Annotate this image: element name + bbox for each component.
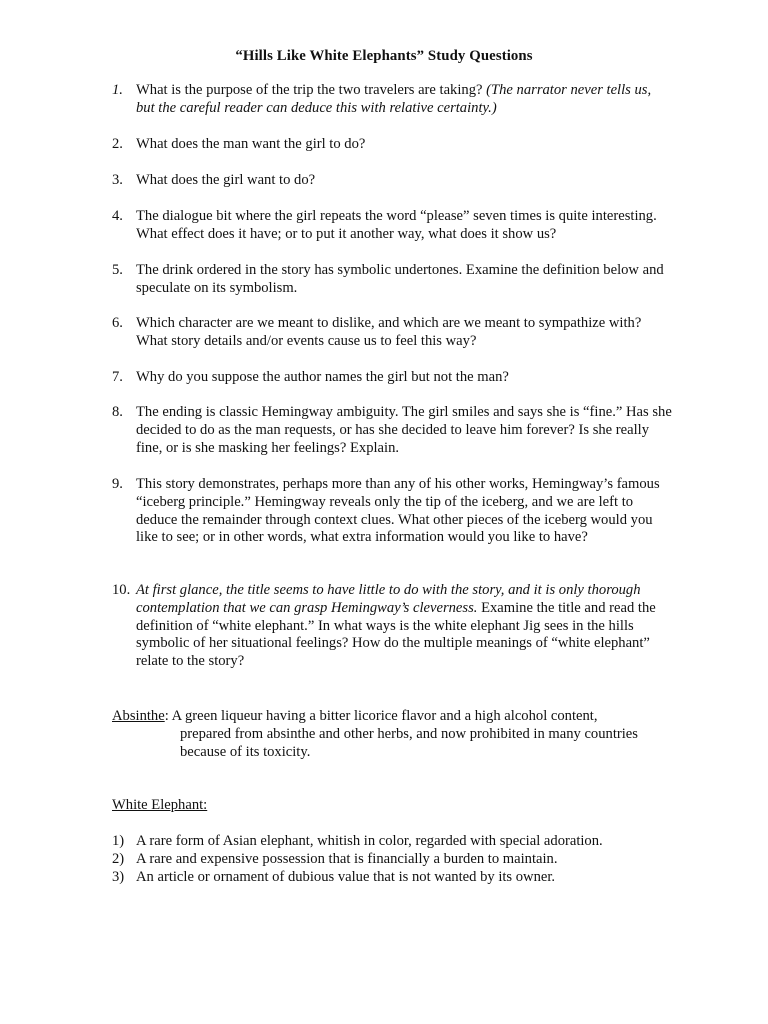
question-text: The dialogue bit where the girl repeats the word “please” seven times is quite interesting. What effect does it have; or to put it another way, what does it show us?: [136, 208, 657, 242]
question-10: [112, 582, 672, 671]
list-item-text: A rare form of Asian elephant, whitish in color, regarded with special adoration.: [136, 833, 603, 849]
question-text: Which character are we meant to dislike, and which are we meant to sympathize with? What story details and/or events cause us to feel this way?: [136, 315, 642, 349]
list-item: [112, 869, 672, 887]
question-body: [136, 582, 672, 671]
list-item-number: 3): [112, 868, 125, 885]
list-item-text: An article or ornament of dubious value that is not wanted by its owner.: [136, 868, 556, 885]
question-3: [112, 172, 672, 190]
definition-line-3: because of its toxicity.: [180, 743, 311, 760]
white-elephant-heading: [112, 797, 207, 815]
question-lead: At first glance, the title seems to have little to do with the story, and it is only thorough contemplation that we can grasp Hemingway’s cleverness.: [136, 582, 641, 616]
absinthe-definition: [112, 708, 672, 761]
question-2: [112, 136, 672, 154]
question-4: [112, 208, 672, 244]
page-title: “Hills Like White Elephants” Study Questions: [235, 48, 533, 64]
question-number: 4.: [112, 208, 123, 224]
question-number: 6.: [112, 315, 123, 331]
question-text: Examine the title and read the definition of “white elephant.” In what ways is the white elephant Jig sees in the hills symbolic of her situational feelings? How do the multiple meanings of “white elephant” relate to the story?: [136, 599, 656, 670]
question-text: The drink ordered in the story has symbolic undertones. Examine the definition below and speculate on its symbolism.: [136, 262, 664, 296]
question-number: 7.: [112, 369, 123, 385]
definition-term: White Elephant:: [112, 797, 208, 813]
list-item-number: 2): [112, 850, 125, 867]
question-number: 10.: [112, 582, 131, 598]
definition-term: Absinthe: [112, 708, 165, 724]
question-number: 3.: [112, 172, 123, 188]
question-text: This story demonstrates, perhaps more than any of his other works, Hemingway’s famous “iceberg principle.” Hemingway reveals only the tip of the iceberg, and we are left to deduce the remainder through context clues. What other pieces of the iceberg would you like to see; or in other words, what extra information would you like to have?: [136, 476, 660, 546]
definition-line-1: [112, 708, 672, 726]
definition-line-2: prepared from absinthe and other herbs, and now prohibited in many countries: [180, 725, 638, 742]
list-item-text: A rare and expensive possession that is financially a burden to maintain.: [136, 850, 558, 867]
list-item: [112, 851, 672, 869]
question-number: 9.: [112, 476, 123, 492]
list-item-number: 1): [112, 833, 125, 849]
question-text: What does the girl want to do?: [136, 172, 316, 188]
question-1: [112, 82, 672, 118]
list-item: [112, 833, 672, 851]
question-8: [112, 404, 672, 457]
question-number: 8.: [112, 404, 123, 420]
definition-text: : A green liqueur having a bitter licorice flavor and a high alcohol content,: [164, 708, 598, 724]
white-elephant-list: [112, 833, 672, 886]
question-body: [136, 82, 672, 118]
question-number: 2.: [112, 136, 123, 152]
question-text: The ending is classic Hemingway ambiguity. The girl smiles and says she is “fine.” Has she decided to do as the man requests, or has she decided to leave him forever? Is she really fine, or is she masking her feelings? Explain.: [136, 404, 672, 456]
question-text: What does the man want the girl to do?: [136, 136, 366, 152]
question-number: 5.: [112, 262, 123, 278]
question-6: [112, 315, 672, 351]
question-9: [112, 476, 672, 547]
question-5: [112, 262, 672, 298]
question-note: (The narrator never tells us, but the careful reader can deduce this with relative certainty.): [136, 82, 652, 116]
question-text: What is the purpose of the trip the two travelers are taking?: [136, 82, 483, 98]
question-text: Why do you suppose the author names the girl but not the man?: [136, 369, 509, 385]
question-number: 1.: [112, 82, 123, 98]
question-7: [112, 369, 672, 387]
